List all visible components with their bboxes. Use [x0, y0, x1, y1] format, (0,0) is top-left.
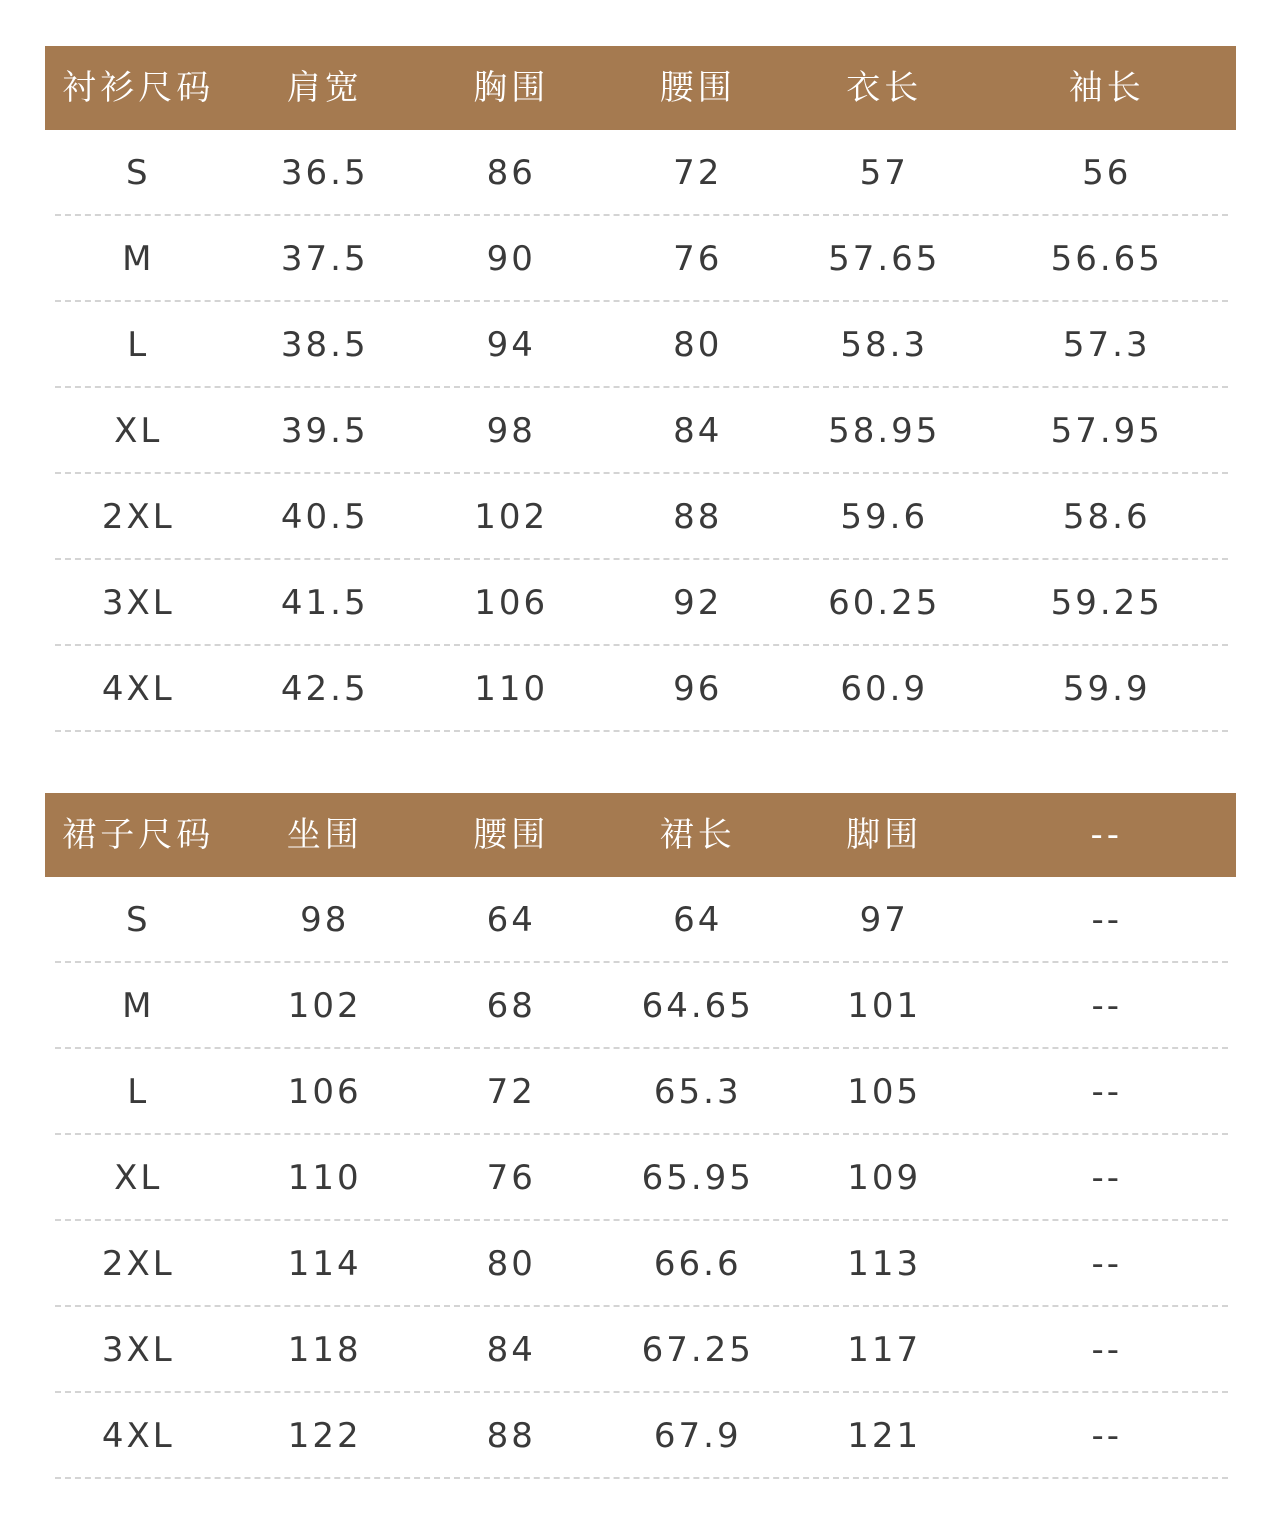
header-cell: 衬衫尺码 — [62, 68, 215, 108]
table-cell: 59.9 — [1062, 669, 1151, 709]
table-cell: 42.5 — [280, 669, 369, 709]
table-cell: L — [127, 1072, 150, 1112]
table-cell: S — [125, 153, 151, 193]
table-cell: 80 — [486, 1244, 536, 1284]
table-cell: 121 — [847, 1416, 922, 1456]
table-cell: 67.9 — [653, 1416, 742, 1456]
shirt-size-table — [45, 46, 1236, 732]
table-cell: 94 — [486, 325, 536, 365]
table-row — [45, 1307, 1236, 1393]
table-cell: 56 — [1082, 153, 1132, 193]
table-row — [45, 963, 1236, 1049]
table-cell: 4XL — [101, 669, 175, 709]
header-cell: -- — [1090, 815, 1124, 855]
table-row — [45, 302, 1236, 388]
table-cell: 114 — [287, 1244, 362, 1284]
table-row — [45, 1221, 1236, 1307]
table-cell: 84 — [673, 411, 723, 451]
table-cell: 40.5 — [280, 497, 369, 537]
table-row — [45, 1135, 1236, 1221]
table-cell: 106 — [287, 1072, 362, 1112]
shirt-table-header — [45, 46, 1236, 130]
table-cell: -- — [1091, 1416, 1123, 1456]
table-row — [45, 1049, 1236, 1135]
table-cell: M — [122, 986, 155, 1026]
table-cell: XL — [114, 411, 163, 451]
table-cell: 122 — [287, 1416, 362, 1456]
table-cell: 60.25 — [828, 583, 941, 623]
table-cell: 56.65 — [1050, 239, 1163, 279]
table-cell: 59.6 — [840, 497, 929, 537]
table-cell: 97 — [859, 900, 909, 940]
table-row — [45, 646, 1236, 732]
table-cell: 105 — [847, 1072, 922, 1112]
header-cell: 裙子尺码 — [62, 815, 215, 855]
table-cell: 88 — [673, 497, 723, 537]
table-cell: 80 — [673, 325, 723, 365]
table-cell: 37.5 — [280, 239, 369, 279]
table-row — [45, 1393, 1236, 1479]
table-cell: -- — [1091, 1072, 1123, 1112]
table-cell: 3XL — [101, 583, 175, 623]
table-row — [45, 388, 1236, 474]
table-cell: 64 — [486, 900, 536, 940]
table-cell: XL — [114, 1158, 163, 1198]
table-cell: S — [125, 900, 151, 940]
table-row — [45, 560, 1236, 646]
table-cell: -- — [1091, 900, 1123, 940]
table-cell: 39.5 — [280, 411, 369, 451]
table-cell: -- — [1091, 1158, 1123, 1198]
table-cell: 4XL — [101, 1416, 175, 1456]
table-cell: 92 — [673, 583, 723, 623]
header-cell: 肩宽 — [286, 68, 363, 108]
table-cell: -- — [1091, 986, 1123, 1026]
header-cell: 坐围 — [286, 815, 363, 855]
table-cell: 64 — [673, 900, 723, 940]
table-cell: 57.95 — [1050, 411, 1163, 451]
table-cell: 59.25 — [1050, 583, 1163, 623]
table-cell: 65.3 — [653, 1072, 742, 1112]
header-cell: 脚围 — [846, 815, 923, 855]
header-cell: 衣长 — [846, 68, 923, 108]
table-cell: M — [122, 239, 155, 279]
table-cell: 65.95 — [641, 1158, 754, 1198]
table-cell: 58.6 — [1062, 497, 1151, 537]
table-cell: 98 — [486, 411, 536, 451]
table-cell: 2XL — [101, 497, 175, 537]
table-cell: 109 — [847, 1158, 922, 1198]
header-cell: 袖长 — [1068, 68, 1145, 108]
header-cell: 腰围 — [473, 815, 550, 855]
table-cell: 96 — [673, 669, 723, 709]
table-cell: 38.5 — [280, 325, 369, 365]
table-cell: 2XL — [101, 1244, 175, 1284]
table-cell: 3XL — [101, 1330, 175, 1370]
table-cell: -- — [1091, 1244, 1123, 1284]
table-cell: 58.95 — [828, 411, 941, 451]
table-cell: 36.5 — [280, 153, 369, 193]
table-row — [45, 130, 1236, 216]
table-cell: 67.25 — [641, 1330, 754, 1370]
table-cell: 98 — [300, 900, 350, 940]
table-cell: 72 — [486, 1072, 536, 1112]
table-cell: 76 — [673, 239, 723, 279]
table-cell: 57.3 — [1062, 325, 1151, 365]
table-cell: 76 — [486, 1158, 536, 1198]
table-row — [45, 877, 1236, 963]
table-cell: 110 — [474, 669, 549, 709]
table-cell: 88 — [486, 1416, 536, 1456]
table-cell: 102 — [474, 497, 549, 537]
table-cell: 106 — [474, 583, 549, 623]
header-cell: 胸围 — [473, 68, 550, 108]
table-cell: 64.65 — [641, 986, 754, 1026]
table-cell: 68 — [486, 986, 536, 1026]
table-cell: 84 — [486, 1330, 536, 1370]
table-cell: 113 — [847, 1244, 922, 1284]
skirt-size-table — [45, 793, 1236, 1479]
table-row — [45, 474, 1236, 560]
header-cell: 裙长 — [659, 815, 736, 855]
table-cell: 101 — [847, 986, 922, 1026]
table-cell: L — [127, 325, 150, 365]
table-cell: -- — [1091, 1330, 1123, 1370]
table-cell: 66.6 — [653, 1244, 742, 1284]
header-cell: 腰围 — [659, 68, 736, 108]
table-cell: 58.3 — [840, 325, 929, 365]
table-cell: 102 — [287, 986, 362, 1026]
table-cell: 117 — [847, 1330, 922, 1370]
skirt-table-header — [45, 793, 1236, 877]
table-cell: 110 — [287, 1158, 362, 1198]
table-cell: 118 — [287, 1330, 362, 1370]
table-cell: 90 — [486, 239, 536, 279]
table-cell: 86 — [486, 153, 536, 193]
table-row — [45, 216, 1236, 302]
table-cell: 57 — [859, 153, 909, 193]
table-cell: 57.65 — [828, 239, 941, 279]
table-cell: 41.5 — [280, 583, 369, 623]
table-cell: 72 — [673, 153, 723, 193]
table-cell: 60.9 — [840, 669, 929, 709]
